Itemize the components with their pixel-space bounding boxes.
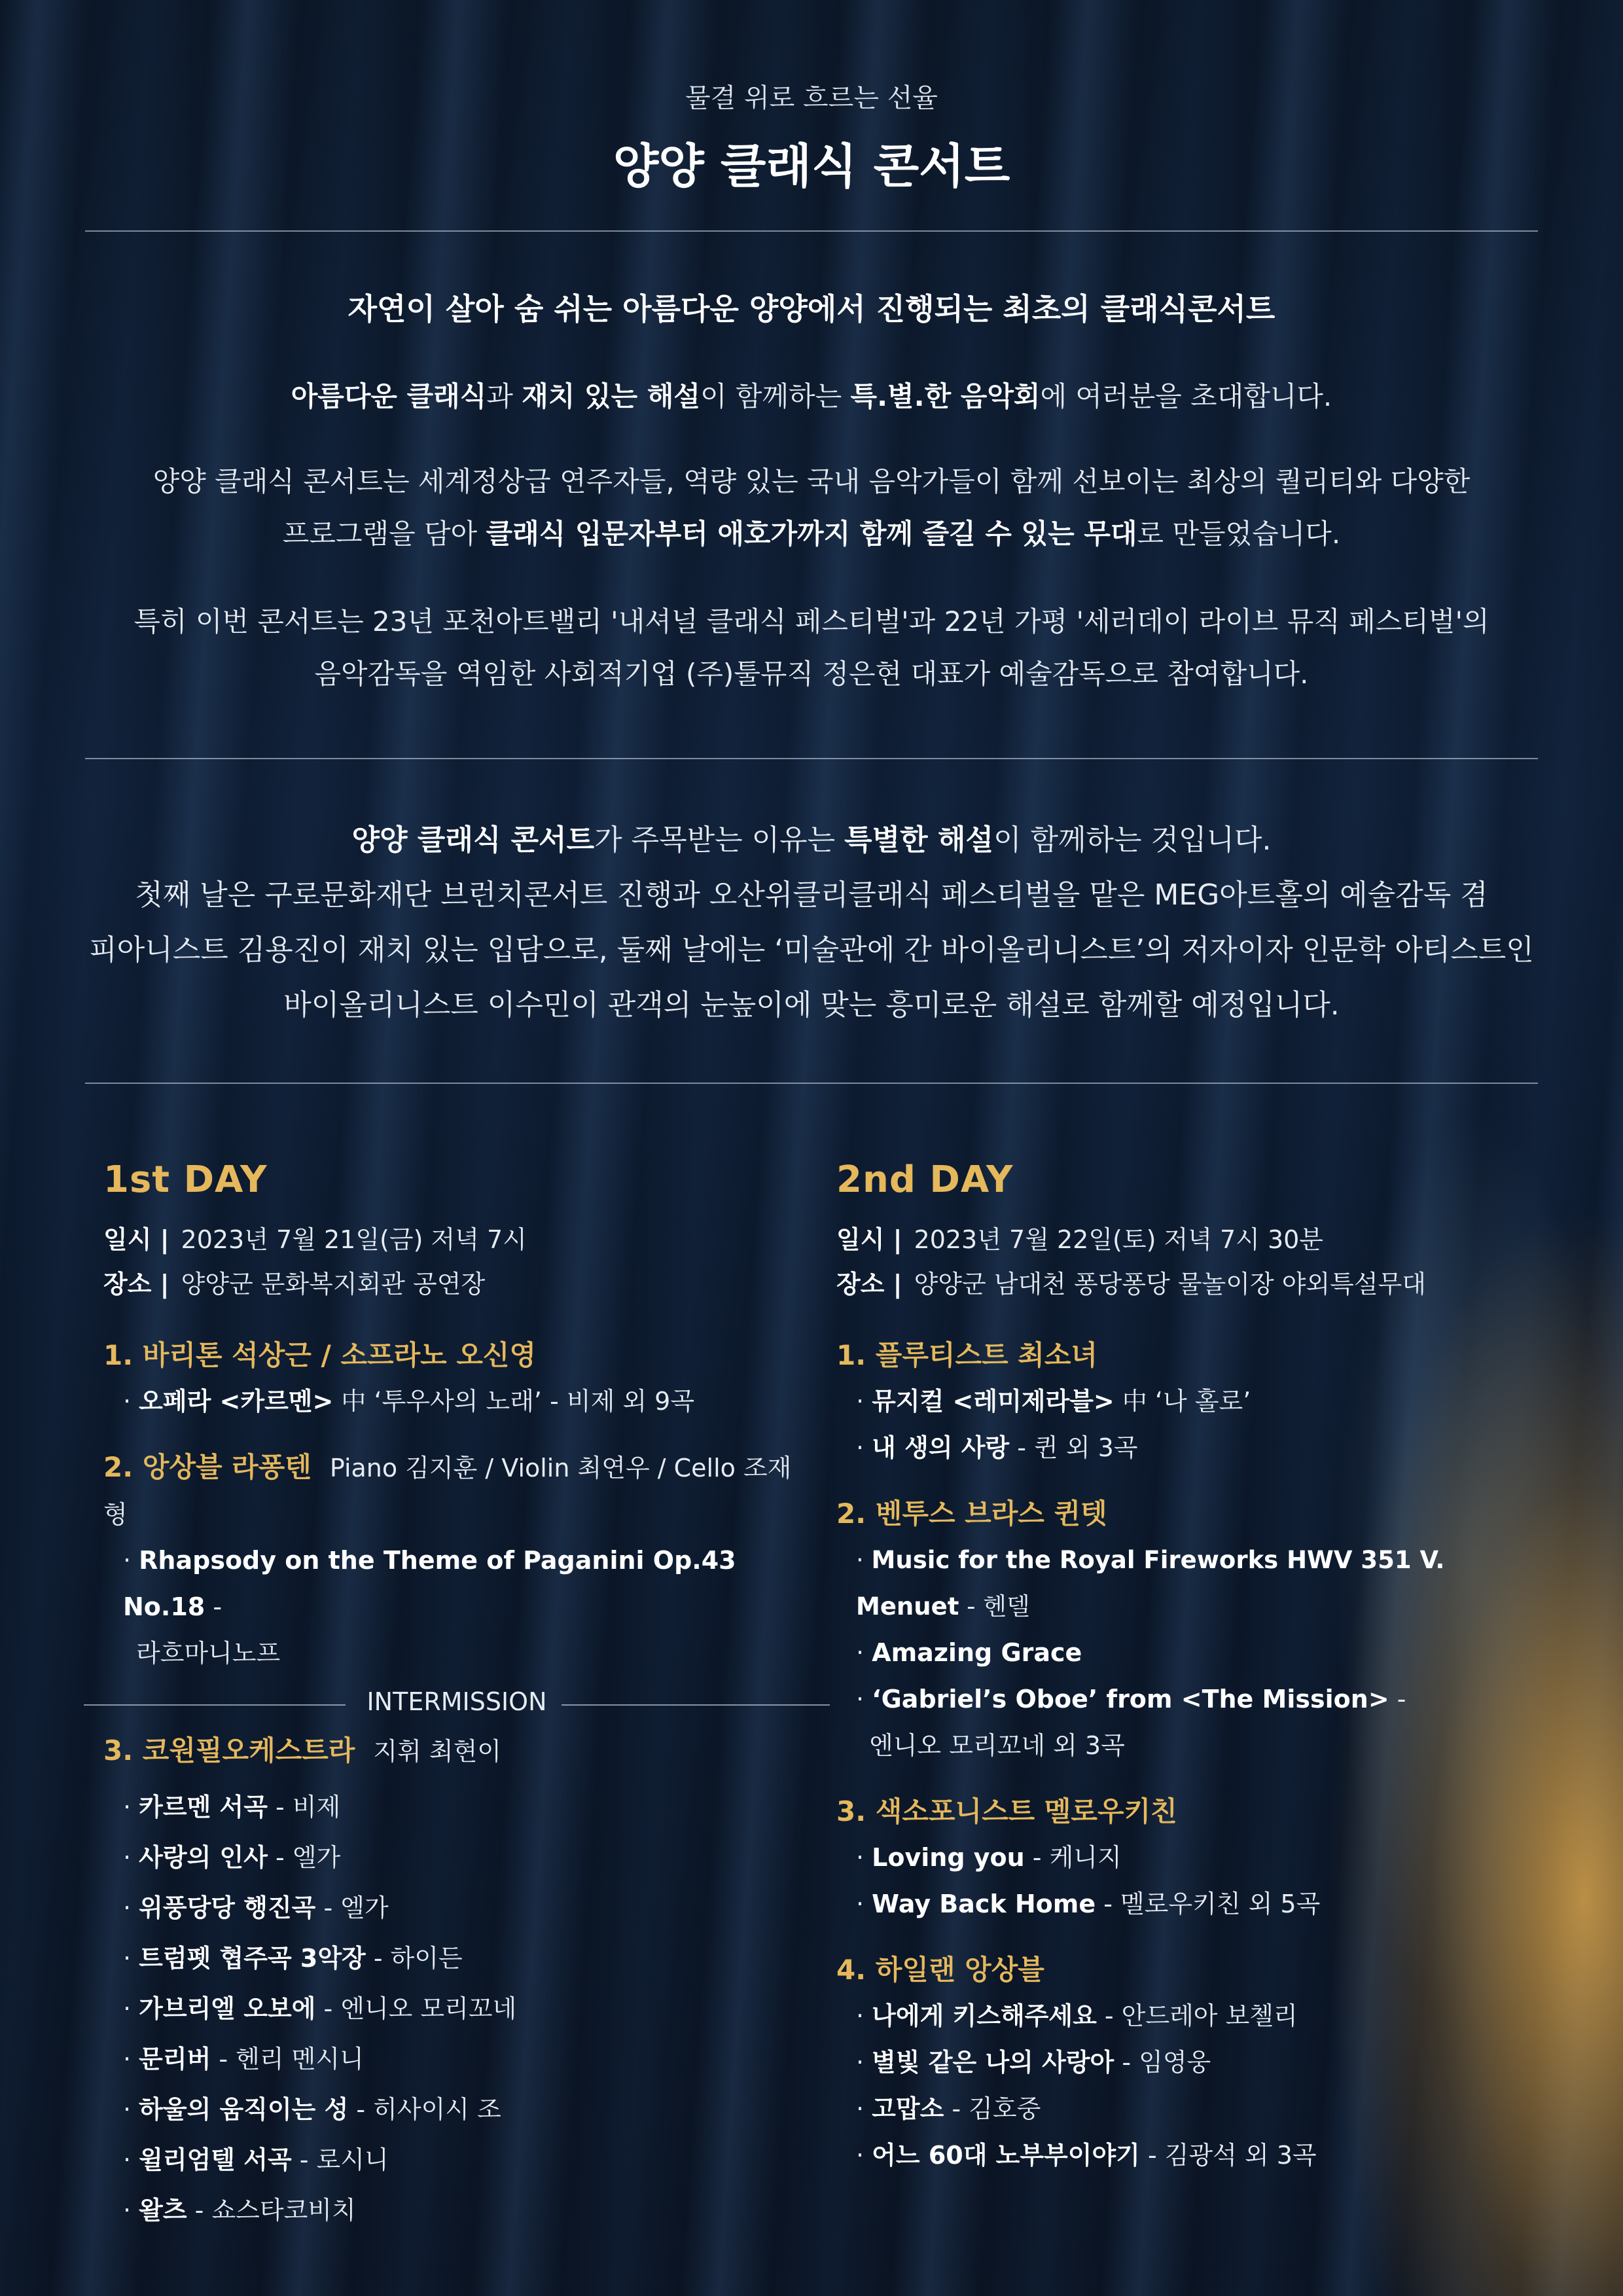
program-item: · 사랑의 인사 - 엘가 [123, 1843, 341, 1872]
program-detail: - 비제 [267, 1793, 341, 1821]
invite-bold-2: 재치 있는 해설 [522, 380, 700, 412]
invite-text-2: 이 함께하는 [700, 380, 851, 412]
intermission-divider [84, 1683, 830, 1725]
day1-place [103, 1262, 797, 1306]
program-title: 내 생의 사랑 [872, 1433, 1010, 1462]
program-title: 카르멘 서곡 [139, 1793, 268, 1821]
place-value: 양양군 남대천 퐁당퐁당 물놀이장 야외특설무대 [914, 1270, 1427, 1299]
divider [85, 1083, 1538, 1084]
day2-performer-3: 3. 색소포니스트 멜로우키친 [836, 1795, 1177, 1827]
program-item: · 나에게 키스해주세요 - 안드레아 보첼리 [856, 2001, 1298, 2030]
performer-members: Piano 김지훈 / Violin 최연우 / Cello 조재형 [103, 1454, 792, 1529]
program-title: 별빛 같은 나의 사랑아 [872, 2048, 1115, 2077]
program-title: 어느 60대 노부부이야기 [872, 2141, 1140, 2170]
reason-line1 [85, 813, 1538, 868]
program-title: 나에게 키스해주세요 [872, 2001, 1097, 2030]
day2-title: 2nd DAY [836, 1158, 1014, 1201]
program-detail: - 쇼스타코비치 [187, 2196, 356, 2225]
day1-performer-3 [103, 1728, 797, 1774]
program-title: Amazing Grace [872, 1638, 1082, 1667]
performer-name: 2. 앙상블 라퐁텐 [103, 1451, 312, 1483]
reason-line2: 첫째 날은 구로문화재단 브런치콘서트 진행과 오산위클리클래식 페스티벌을 맡은 MEG아트홀의 예술감독 겸 [135, 878, 1488, 912]
subtitle: 물결 위로 흐르는 선율 [685, 83, 938, 113]
program-composer: 엔니오 모리꼬네 외 3곡 [869, 1731, 1125, 1760]
program-item: · Music for the Royal Fireworks HWV 351 V. Menuet - 헨델 [856, 1546, 1445, 1621]
program-item: · 카르멘 서곡 - 비제 [123, 1793, 341, 1821]
reason-line3: 피아니스트 김용진이 재치 있는 입담으로, 둘째 날에는 ‘미술관에 간 바이올리니스트’의 저자이자 인문학 아티스트인 [89, 933, 1534, 967]
program-item: · 뮤지컬 <레미제라블> 中 ‘나 홀로’ [856, 1387, 1251, 1416]
para1-line2 [85, 508, 1538, 560]
para1-tail: 로 만들었습니다. [1137, 518, 1341, 550]
place-value: 양양군 문화복지회관 공연장 [181, 1270, 486, 1299]
program-detail: - 안드레아 보첼리 [1096, 2001, 1298, 2030]
reason-bold-1: 양양 클래식 콘서트 [351, 823, 595, 857]
invite-bold-1: 아름다운 클래식 [291, 380, 487, 412]
intermission-label: INTERMISSION [366, 1687, 547, 1716]
day2-date [836, 1217, 1543, 1262]
day1-performer-2 [103, 1444, 797, 1537]
para1-line1: 양양 클래식 콘서트는 세계정상급 연주자들, 역량 있는 국내 음악가들이 함께 선보이는 최상의 퀄리티와 다양한 [152, 465, 1471, 497]
program-title: Way Back Home [872, 1890, 1096, 1918]
day2-place [836, 1262, 1543, 1306]
program-title: Music for the Royal Fireworks HWV 351 V. Menuet [856, 1546, 1445, 1621]
program-detail: - 김광석 외 3곡 [1139, 2141, 1317, 2170]
performer-conductor: 지휘 최현이 [373, 1737, 502, 1766]
program-item: · Loving you - 케니지 [856, 1843, 1122, 1872]
date-label: 일시 | [836, 1225, 902, 1254]
place-label: 장소 | [836, 1270, 902, 1299]
program-title: ‘Gabriel’s Oboe’ from <The Mission> [872, 1685, 1389, 1713]
intermission-line-right [562, 1704, 830, 1706]
intro-paragraph-1 [85, 456, 1538, 560]
program-title: 고맙소 [872, 2094, 944, 2123]
program-detail: - 엘가 [267, 1843, 341, 1872]
para2-line2: 음악감독을 역임한 사회적기업 (주)툴뮤직 정은현 대표가 예술감독으로 참여합니다. [314, 658, 1309, 690]
program-title: 문리버 [139, 2045, 211, 2073]
program-item: · 내 생의 사랑 - 퀸 외 3곡 [856, 1433, 1138, 1462]
invite-text-1: 과 [486, 380, 522, 412]
program-composer: 라흐마니노프 [136, 1639, 281, 1668]
program-title: 오페라 <카르멘> [139, 1387, 334, 1416]
reason-bold-2: 특별한 해설 [844, 823, 993, 857]
intro-paragraph-2 [85, 596, 1538, 700]
program-title: Loving you [872, 1843, 1025, 1872]
program-detail: - 김호중 [944, 2094, 1041, 2123]
program-item: · 왈츠 - 쇼스타코비치 [123, 2196, 356, 2225]
program-detail: - 멜로우키친 외 5곡 [1096, 1890, 1321, 1918]
day2-performer-2: 2. 벤투스 브라스 퀸텟 [836, 1498, 1107, 1530]
page-title: 양양 클래식 콘서트 [613, 139, 1010, 194]
para2-line1: 특히 이번 콘서트는 23년 포천아트밸리 '내셔널 클래식 페스티벌'과 22년 가평 '세러데이 라이브 뮤직 페스티벌'의 [134, 605, 1489, 637]
program-title: 가브리엘 오보에 [139, 1994, 316, 2023]
program-detail: - 하이든 [365, 1944, 463, 1973]
program-title: 왈츠 [139, 2196, 187, 2225]
program-detail: - [1389, 1685, 1406, 1713]
program-item: · 별빛 같은 나의 사랑아 - 임영웅 [856, 2048, 1211, 2077]
program-detail: - 헨델 [959, 1592, 1030, 1621]
date-value: 2023년 7월 22일(토) 저녁 7시 30분 [914, 1225, 1324, 1254]
program-item: · 위풍당당 행진곡 - 엘가 [123, 1893, 389, 1922]
program-item: · 윌리엄텔 서곡 - 로시니 [123, 2145, 389, 2174]
program-item: · 가브리엘 오보에 - 엔니오 모리꼬네 [123, 1994, 517, 2023]
program-title: 사랑의 인사 [139, 1843, 268, 1872]
program-detail: - 히사이시 조 [348, 2095, 501, 2124]
reason-text-1: 가 주목받는 이유는 [594, 823, 845, 857]
program-title: 뮤지컬 <레미제라블> [872, 1387, 1115, 1416]
reason-line4: 바이올리니스트 이수민이 관객의 눈높이에 맞는 흥미로운 해설로 함께할 예정입니다. [283, 988, 1340, 1022]
program-detail: 中 ‘나 홀로’ [1114, 1387, 1251, 1416]
program-detail: - 임영웅 [1114, 2048, 1211, 2077]
program-title: Rhapsody on the Theme of Paganini Op.43 No.18 [123, 1546, 736, 1621]
program-detail: - 퀸 외 3곡 [1009, 1433, 1138, 1462]
day1-date [103, 1217, 797, 1262]
intro-headline: 자연이 살아 숨 쉬는 아름다운 양양에서 진행되는 최초의 클래식콘서트 [348, 291, 1275, 327]
invite-text-3: 에 여러분을 초대합니다. [1040, 380, 1332, 412]
program-detail: - 엘가 [315, 1893, 389, 1922]
program-item: · 트럼펫 협주곡 3악장 - 하이든 [123, 1944, 463, 1973]
day2-performer-1: 1. 플루티스트 최소녀 [836, 1339, 1097, 1371]
day1-orchestra-program [103, 1782, 797, 2236]
day1-performer-1: 1. 바리톤 석상근 / 소프라노 오신영 [103, 1339, 537, 1371]
reason-text-2: 이 함께하는 것입니다. [993, 823, 1272, 857]
date-label: 일시 | [103, 1225, 169, 1254]
program-title: 하울의 움직이는 성 [139, 2095, 349, 2124]
date-value: 2023년 7월 21일(금) 저녁 7시 [181, 1225, 527, 1254]
intro-invite [85, 370, 1538, 423]
day1-title: 1st DAY [103, 1158, 268, 1201]
program-item: · 하울의 움직이는 성 - 히사이시 조 [123, 2095, 501, 2124]
divider [85, 758, 1538, 759]
program-item: · 어느 60대 노부부이야기 - 김광석 외 3곡 [856, 2141, 1317, 2170]
program-title: 위풍당당 행진곡 [139, 1893, 316, 1922]
intro-section [85, 283, 1538, 700]
day2-performer-4: 4. 하일랜 앙상블 [836, 1954, 1044, 1986]
program-item: · ‘Gabriel’s Oboe’ from <The Mission> - 엔니오 모리꼬네 외 3곡 [836, 1676, 1543, 1769]
program-item: · 고맙소 - 김호중 [856, 2094, 1041, 2123]
program-detail: - [205, 1592, 223, 1621]
program-detail: - 케니지 [1024, 1843, 1122, 1872]
program-detail: - 엔니오 모리꼬네 [315, 1994, 517, 2023]
program-title: 윌리엄텔 서곡 [139, 2145, 292, 2174]
para1-text: 프로그램을 담아 [282, 518, 486, 550]
para1-bold: 클래식 입문자부터 애호가까지 함께 즐길 수 있는 무대 [486, 518, 1137, 550]
program-item: · Amazing Grace [856, 1638, 1082, 1667]
program-item: · Way Back Home - 멜로우키친 외 5곡 [856, 1890, 1321, 1918]
place-label: 장소 | [103, 1270, 169, 1299]
performer-name: 3. 코원필오케스트라 [103, 1734, 355, 1767]
divider [85, 230, 1538, 232]
program-item: · Rhapsody on the Theme of Paganini Op.43 No.18 - 라흐마니노프 [103, 1537, 797, 1677]
invite-bold-3: 특.별.한 음악회 [850, 380, 1041, 412]
program-item: · 문리버 - 헨리 멘시니 [123, 2045, 364, 2073]
reason-section [85, 813, 1538, 1033]
day2-column [836, 1158, 1543, 2179]
program-detail: - 헨리 멘시니 [211, 2045, 364, 2073]
program-item: · 오페라 <카르멘> 中 ‘투우사의 노래’ - 비제 외 9곡 [123, 1387, 695, 1416]
program-title: 트럼펫 협주곡 3악장 [139, 1944, 366, 1973]
program-detail: 中 ‘투우사의 노래’ - 비제 외 9곡 [333, 1387, 695, 1416]
program-detail: - 로시니 [291, 2145, 389, 2174]
day1-column [103, 1158, 797, 2236]
